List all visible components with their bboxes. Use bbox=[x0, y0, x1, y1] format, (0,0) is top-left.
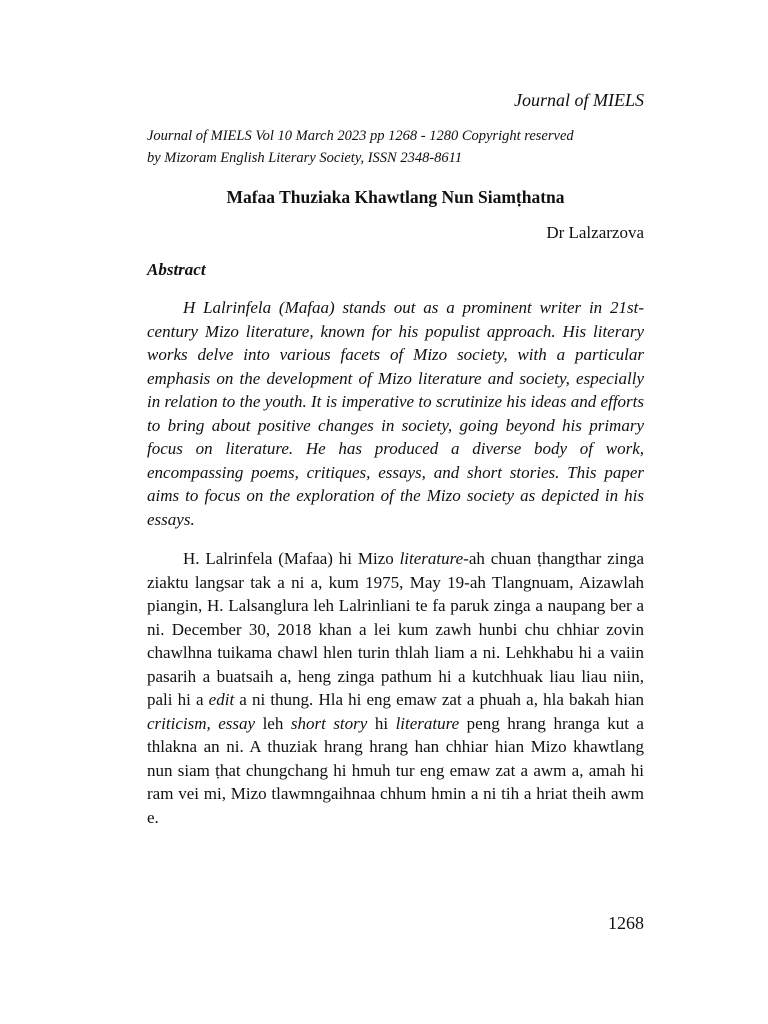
author-name: Dr Lalzarzova bbox=[546, 223, 644, 242]
body-text: a ni thung. Hla hi eng emaw zat a phuah a, hla bakah hian bbox=[234, 690, 644, 709]
citation bbox=[147, 125, 644, 169]
body-text: peng hrang hranga kut a thlakna an ni. A thuziak hrang hrang han chhiar hian Mizo khawtlang nun siam ṭhat chungchang hi hmuh tur eng emaw zat a awm a, amah hi ram vei mi, Mizo tlawmngaihnaa chhum hmin a ni tih a hriat theih awm e. bbox=[147, 713, 644, 827]
body-italic-term: literature bbox=[395, 713, 460, 733]
running-head: Journal of MIELS bbox=[514, 90, 644, 110]
article-title: Mafaa Thuziaka Khawtlang Nun Siamṭhatna bbox=[226, 187, 565, 207]
page-number: 1268 bbox=[608, 913, 644, 933]
abstract-text: H Lalrinfela (Mafaa) stands out as a prominent writer in 21st-century Mizo literature, known for his populist approach. His literary works delve into various facets of Mizo society, with a particular emphasis on the development of Mizo literature and society, especially in relation to the youth. It is imperative to scrutinize his ideas and efforts to bring about positive changes in society, going beyond his primary focus on literature. He has produced a diverse body of work, encompassing poems, critiques, essays, and short stories. This paper aims to focus on the exploration of the Mizo society as depicted in his essays. bbox=[147, 298, 644, 529]
body-text: hi bbox=[367, 713, 396, 733]
citation-line-1: Journal of MIELS Vol 10 March 2023 pp 1268 - 1280 Copyright reserved bbox=[147, 128, 574, 144]
body-text: -ah chuan ṭhangthar zinga ziaktu langsar tak a ni a, kum 1975, May 19-ah Tlangnuam, Aizawlah piangin, H. Lalsanglura leh Lalrinliani te fa paruk zinga a naupang ber a ni. December 30, 2018 khan a lei kum zawh hunbi chu chhiar zovin chawlhna tuikama chawl hlen turin thlah liam a ni. Lehkhabu hi a vaiin pasarih a buatsaih a, heng zinga pathum hi a kutchhuak liau liau niin, pali hi a bbox=[147, 549, 644, 709]
body-text: leh bbox=[255, 713, 291, 733]
journal-page bbox=[147, 88, 644, 829]
abstract-heading: Abstract bbox=[147, 260, 206, 279]
body-italic-term: criticism, essay bbox=[147, 713, 256, 733]
body-italic-term: short story bbox=[290, 713, 368, 733]
citation-line-2: by Mizoram English Literary Society, ISSN 2348-8611 bbox=[147, 150, 463, 166]
body-paragraph bbox=[147, 547, 644, 829]
body-italic-term: literature bbox=[399, 549, 464, 568]
body-italic-term: edit bbox=[208, 690, 235, 709]
body-text: H. Lalrinfela (Mafaa) hi Mizo bbox=[183, 549, 400, 568]
